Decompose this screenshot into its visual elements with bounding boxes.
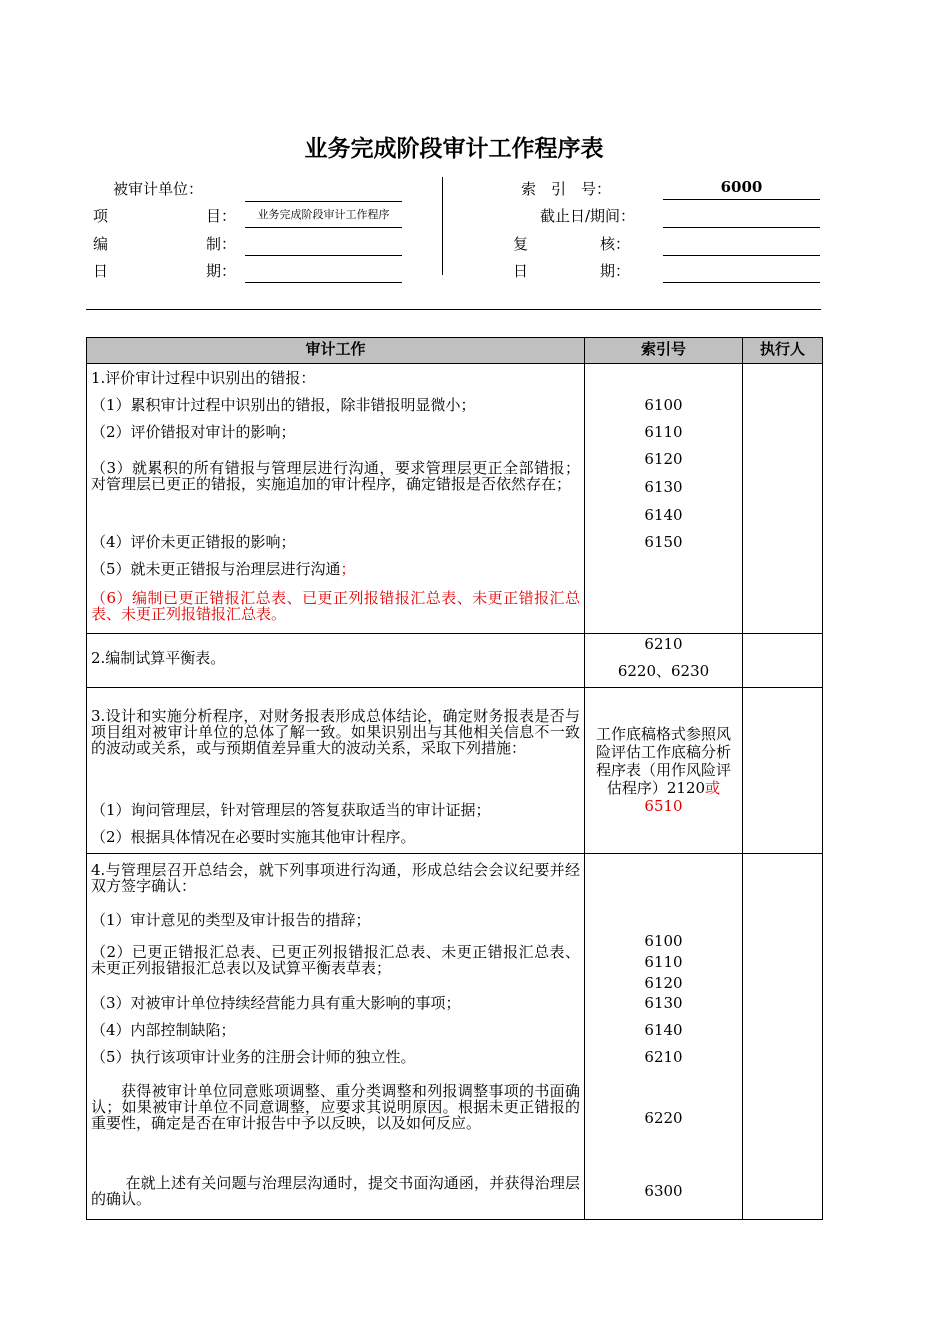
section4-index xyxy=(585,854,743,1220)
index-value: 6150 xyxy=(644,533,683,551)
index-note-text: 工作底稿格式参照风险评估工作底稿分析程序表（用作风险评估程序）2120 xyxy=(595,725,731,797)
index-value: 6120 xyxy=(644,450,683,468)
index-value: 6140 xyxy=(644,1021,683,1039)
table-header-row xyxy=(87,338,823,364)
header-divider xyxy=(442,177,443,275)
index-value: 6120 xyxy=(644,974,683,992)
preparer-label-colon: 制： xyxy=(206,235,237,253)
period-label: 截止日/期间： xyxy=(540,207,636,225)
project-field[interactable]: 业务完成阶段审计工作程序 xyxy=(245,203,402,228)
review-label-colon: 核： xyxy=(600,235,631,253)
section4-item: （2）已更正错报汇总表、已更正列报错报汇总表、未更正错报汇总表、未更正列报错报汇总表以及试算平衡表草表； xyxy=(91,943,580,977)
preparer-field[interactable] xyxy=(245,231,402,256)
section4-executor[interactable] xyxy=(743,854,823,1220)
section4-para2: 在就上述有关问题与治理层沟通时，提交书面沟通函，并获得治理层的确认。 xyxy=(91,1174,580,1208)
review-label: 复 xyxy=(513,235,529,253)
date2-label: 日 xyxy=(513,262,529,280)
section4-heading: 4.与管理层召开总结会，就下列事项进行沟通，形成总结会会议纪要并经双方签字确认： xyxy=(91,861,580,895)
index-value: 6140 xyxy=(644,506,683,524)
section1-item: （4）评价未更正错报的影响； xyxy=(91,533,296,551)
section4-item: （5）执行该项审计业务的注册会计师的独立性。 xyxy=(91,1048,416,1066)
section1-heading: 1.评价审计过程中识别出的错报： xyxy=(91,369,316,387)
index-value: 6110 xyxy=(644,423,683,441)
section1-work xyxy=(87,364,585,634)
header-rule xyxy=(86,309,821,310)
col-header-work: 审计工作 xyxy=(87,338,585,364)
index-value: 6210 xyxy=(644,635,683,653)
section1-item-red: （6）编制已更正错报汇总表、已更正列报错报汇总表、未更正错报汇总表、未更正列报错报汇总表。 xyxy=(91,589,580,623)
section2-work xyxy=(87,634,585,688)
date2-label-colon: 期： xyxy=(600,262,631,280)
section3-item: （2）根据具体情况在必要时实施其他审计程序。 xyxy=(91,828,416,846)
date-field[interactable] xyxy=(245,258,402,283)
index-field[interactable]: 6000 xyxy=(663,175,820,200)
index-value: 6110 xyxy=(644,953,683,971)
date2-field[interactable] xyxy=(663,258,820,283)
section3-index xyxy=(585,688,743,854)
section4-item: （4）内部控制缺陷； xyxy=(91,1021,236,1039)
index-value: 6130 xyxy=(644,478,683,496)
index-value: 6220 xyxy=(644,1109,683,1127)
index-note-or: 或 xyxy=(705,779,721,797)
entity-label: 被审计单位： xyxy=(113,180,204,198)
procedure-table xyxy=(86,337,823,1220)
section3-text: 3.设计和实施分析程序，对财务报表形成总体结论，确定财务报表是否与项目组对被审计单位的总体了解一致。如果识别出与其他相关信息不一致的波动或关系，或与预期值差异重大的波动关系，采取下列措施： xyxy=(91,707,580,757)
project-label: 项 xyxy=(93,207,109,225)
section2-index xyxy=(585,634,743,688)
index-value: 6300 xyxy=(644,1182,683,1200)
section1-index xyxy=(585,364,743,634)
index-value: 6210 xyxy=(644,1048,683,1066)
col-header-index: 索引号 xyxy=(585,338,743,364)
section3-executor[interactable] xyxy=(743,688,823,854)
index-label: 索 引 号： xyxy=(521,180,612,198)
index-value: 6100 xyxy=(644,396,683,414)
section4-item: （3）对被审计单位持续经营能力具有重大影响的事项； xyxy=(91,994,461,1012)
page-title: 业务完成阶段审计工作程序表 xyxy=(304,136,604,162)
index-note-red: 6510 xyxy=(644,797,683,815)
entity-field[interactable] xyxy=(245,177,402,202)
section1-item: （3）就累积的所有错报与管理层进行沟通，要求管理层更正全部错报；对管理层已更正的错报，实施追加的审计程序，确定错报是否依然存在； xyxy=(91,459,580,493)
section1-item: （2）评价错报对审计的影响； xyxy=(91,423,296,441)
index-value: 6220、6230 xyxy=(617,662,710,680)
section1-item: （1）累积审计过程中识别出的错报，除非错报明显微小； xyxy=(91,396,476,414)
index-value: 6100 xyxy=(644,932,683,950)
section3-work xyxy=(87,688,585,854)
section4-item: （1）审计意见的类型及审计报告的措辞； xyxy=(91,911,371,929)
table-row xyxy=(87,364,823,634)
project-label-colon: 目： xyxy=(206,207,237,225)
section2-executor[interactable] xyxy=(743,634,823,688)
index-value: 6130 xyxy=(644,994,683,1012)
section1-item-5 xyxy=(91,561,580,577)
review-field[interactable] xyxy=(663,231,820,256)
section1-item-text: （5）就未更正错报与治理层进行沟通 xyxy=(91,560,341,578)
table-row xyxy=(87,634,823,688)
section2-text: 2.编制试算平衡表。 xyxy=(91,649,226,667)
section3-item: （1）询问管理层，针对管理层的答复获取适当的审计证据； xyxy=(91,801,491,819)
table-row xyxy=(87,854,823,1220)
section4-para1: 获得被审计单位同意账项调整、重分类调整和列报调整事项的书面确认；如果被审计单位不同意调整，应要求其说明原因。根据未更正错报的重要性，确定是否在审计报告中予以反映，以及如何反应。 xyxy=(91,1082,580,1132)
period-field[interactable] xyxy=(663,203,820,228)
table-row xyxy=(87,688,823,854)
col-header-executor: 执行人 xyxy=(743,338,823,364)
section3-index-note xyxy=(591,725,736,815)
date-label-colon: 期： xyxy=(206,262,237,280)
section1-executor[interactable] xyxy=(743,364,823,634)
section1-item-punct: ； xyxy=(340,560,356,578)
date-label: 日 xyxy=(93,262,109,280)
section4-work xyxy=(87,854,585,1220)
preparer-label: 编 xyxy=(93,235,109,253)
